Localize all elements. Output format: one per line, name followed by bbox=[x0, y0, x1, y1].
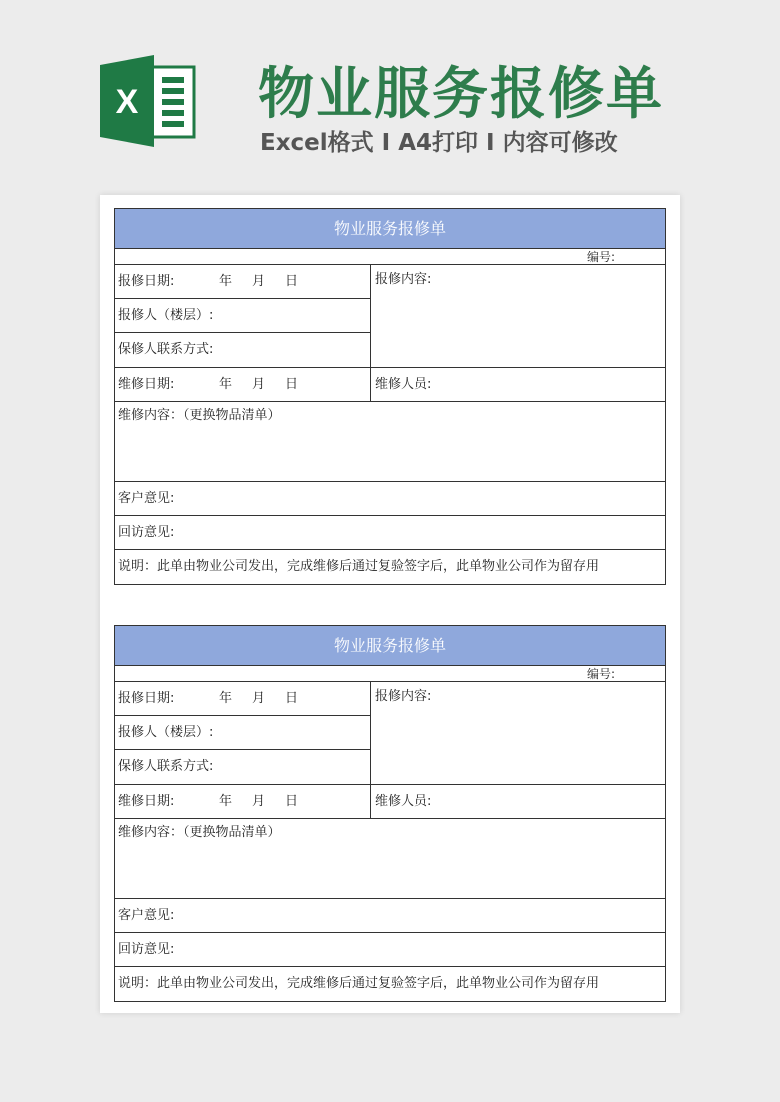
customer-opinion-cell[interactable] bbox=[115, 899, 665, 933]
repair-content-label: 维修内容：（更换物品清单） bbox=[118, 825, 281, 840]
repair-form bbox=[114, 625, 666, 1002]
year-label: 年 bbox=[219, 691, 233, 706]
report-content-cell[interactable] bbox=[371, 265, 665, 368]
repair-date-parts bbox=[219, 785, 318, 818]
report-content-label: 报修内容: bbox=[375, 689, 432, 704]
number-row bbox=[115, 666, 665, 682]
customer-opinion-label: 客户意见: bbox=[118, 908, 175, 923]
page-title: 物业服务报修单 bbox=[258, 62, 664, 127]
contact-cell[interactable] bbox=[115, 333, 370, 368]
contact-label: 保修人联系方式: bbox=[118, 759, 214, 774]
year-label: 年 bbox=[219, 274, 233, 289]
repair-row bbox=[115, 785, 665, 819]
followup-label: 回访意见: bbox=[118, 942, 175, 957]
form-title: 物业服务报修单 bbox=[115, 626, 665, 666]
repair-content-cell[interactable] bbox=[115, 402, 665, 482]
month-label: 月 bbox=[252, 274, 266, 289]
day-label: 日 bbox=[285, 794, 299, 809]
report-block bbox=[115, 682, 665, 785]
repair-content-label: 维修内容：（更换物品清单） bbox=[118, 408, 281, 423]
form-title: 物业服务报修单 bbox=[115, 209, 665, 249]
repair-row bbox=[115, 368, 665, 402]
excel-logo-icon bbox=[100, 55, 198, 147]
repair-date-label: 维修日期: bbox=[118, 377, 175, 392]
reporter-label: 报修人（楼层）: bbox=[118, 308, 214, 323]
page-header bbox=[0, 0, 780, 200]
repair-content-cell[interactable] bbox=[115, 819, 665, 899]
svg-text:X: X bbox=[115, 83, 139, 121]
month-label: 月 bbox=[252, 794, 266, 809]
document-sheet bbox=[100, 195, 680, 1013]
repair-staff-label: 维修人员: bbox=[375, 794, 432, 809]
report-info bbox=[115, 265, 371, 368]
repair-form bbox=[114, 208, 666, 585]
followup-cell[interactable] bbox=[115, 516, 665, 550]
report-block bbox=[115, 265, 665, 368]
repair-date-cell[interactable] bbox=[115, 368, 371, 402]
report-content-cell[interactable] bbox=[371, 682, 665, 785]
repair-date-cell[interactable] bbox=[115, 785, 371, 819]
day-label: 日 bbox=[285, 691, 299, 706]
reporter-label: 报修人（楼层）: bbox=[118, 725, 214, 740]
number-label: 编号: bbox=[586, 250, 615, 264]
reporter-cell[interactable] bbox=[115, 716, 370, 750]
year-label: 年 bbox=[219, 794, 233, 809]
repair-staff-cell[interactable] bbox=[371, 368, 431, 401]
month-label: 月 bbox=[252, 377, 266, 392]
note-row bbox=[115, 550, 665, 584]
number-label: 编号: bbox=[586, 667, 615, 681]
number-row bbox=[115, 249, 665, 265]
repair-date-parts bbox=[219, 368, 318, 401]
page-subtitle: Excel格式 I A4打印 I 内容可修改 bbox=[260, 130, 618, 156]
repair-staff-label: 维修人员: bbox=[375, 377, 432, 392]
repair-staff-cell[interactable] bbox=[371, 785, 431, 818]
report-date-cell[interactable] bbox=[115, 682, 370, 716]
report-content-label: 报修内容: bbox=[375, 272, 432, 287]
report-date-cell[interactable] bbox=[115, 265, 370, 299]
day-label: 日 bbox=[285, 274, 299, 289]
report-date-parts bbox=[219, 265, 318, 298]
note-text: 说明：此单由物业公司发出，完成维修后通过复验签字后，此单物业公司作为留存用 bbox=[118, 559, 600, 574]
report-date-parts bbox=[219, 682, 318, 715]
followup-label: 回访意见: bbox=[118, 525, 175, 540]
report-date-label: 报修日期: bbox=[118, 274, 175, 289]
report-info bbox=[115, 682, 371, 785]
customer-opinion-cell[interactable] bbox=[115, 482, 665, 516]
contact-label: 保修人联系方式: bbox=[118, 342, 214, 357]
report-date-label: 报修日期: bbox=[118, 691, 175, 706]
note-text: 说明：此单由物业公司发出，完成维修后通过复验签字后，此单物业公司作为留存用 bbox=[118, 976, 600, 991]
followup-cell[interactable] bbox=[115, 933, 665, 967]
note-row bbox=[115, 967, 665, 1001]
reporter-cell[interactable] bbox=[115, 299, 370, 333]
customer-opinion-label: 客户意见: bbox=[118, 491, 175, 506]
day-label: 日 bbox=[285, 377, 299, 392]
year-label: 年 bbox=[219, 377, 233, 392]
repair-date-label: 维修日期: bbox=[118, 794, 175, 809]
contact-cell[interactable] bbox=[115, 750, 370, 785]
month-label: 月 bbox=[252, 691, 266, 706]
